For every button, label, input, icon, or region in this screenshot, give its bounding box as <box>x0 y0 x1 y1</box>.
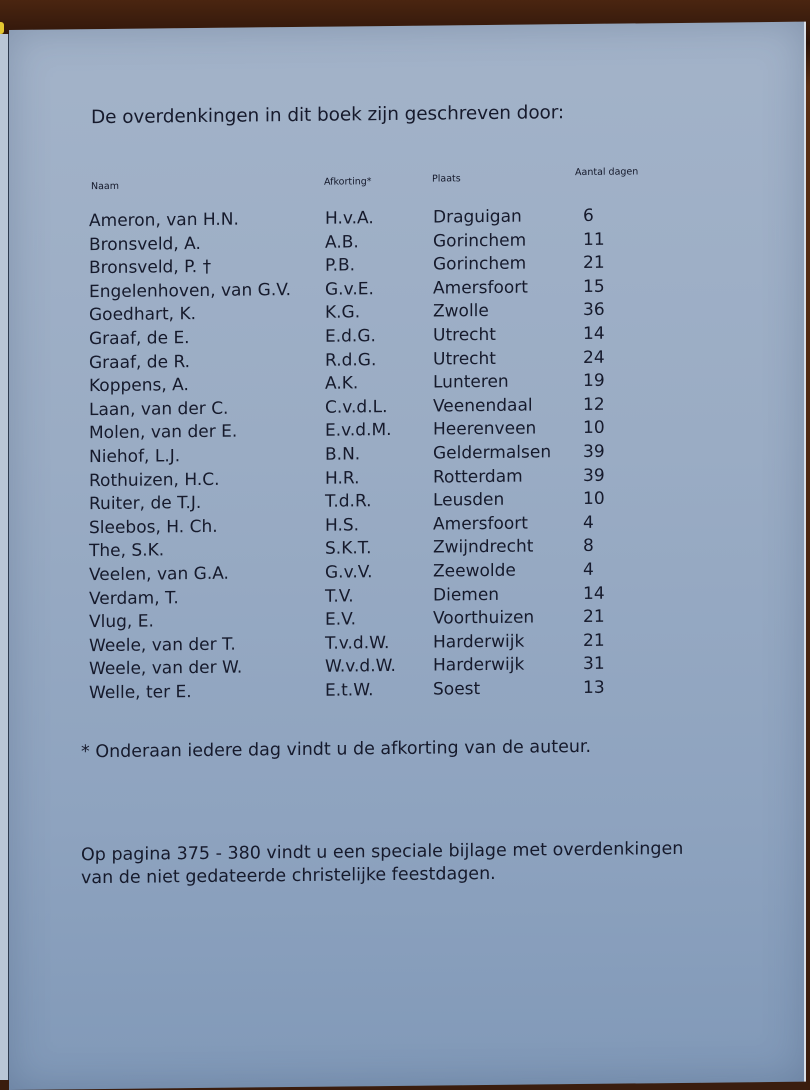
author-abbreviation: E.t.W. <box>325 680 374 701</box>
author-name: Ameron, van H.N. <box>89 209 239 232</box>
author-abbreviation: K.G. <box>325 302 361 324</box>
author-name: Veelen, van G.A. <box>89 563 229 586</box>
author-abbreviation: A.B. <box>325 231 359 253</box>
column-header-days: Aantal dagen <box>575 166 639 179</box>
authors-table <box>9 204 804 704</box>
author-name: Verdam, T. <box>89 587 179 609</box>
author-name: Weele, van der T. <box>89 634 236 656</box>
appendix-line-1: Op pagina 375 - 380 vindt u een speciale bijlage met overdenkingen <box>81 838 684 866</box>
author-name: Laan, van der C. <box>89 398 229 420</box>
author-abbreviation: T.V. <box>325 585 354 607</box>
author-abbreviation: E.d.G. <box>325 326 376 347</box>
author-abbreviation: T.d.R. <box>325 491 372 512</box>
author-name: Goedhart, K. <box>89 304 197 326</box>
author-name: Engelenhoven, van G.V. <box>89 279 292 302</box>
author-name: Welle, ter E. <box>89 682 192 704</box>
author-place: Zwijndrecht <box>433 536 534 558</box>
appendix-note <box>81 837 761 890</box>
author-name: Rothuizen, H.C. <box>89 469 220 491</box>
author-abbreviation: C.v.d.L. <box>325 396 388 418</box>
author-days: 21 <box>583 606 605 628</box>
author-name: Graaf, de E. <box>89 328 190 350</box>
author-days: 12 <box>583 394 605 415</box>
author-name: Niehof, L.J. <box>89 446 181 468</box>
author-abbreviation: G.v.E. <box>325 278 374 300</box>
author-abbreviation: W.v.d.W. <box>325 656 396 678</box>
author-days: 11 <box>583 229 605 250</box>
author-name: Bronsveld, A. <box>89 233 201 255</box>
author-abbreviation: S.K.T. <box>325 538 372 560</box>
author-abbreviation: H.S. <box>325 515 360 536</box>
author-days: 6 <box>583 205 594 226</box>
author-abbreviation: T.v.d.W. <box>325 632 390 654</box>
column-header-abbreviation: Afkorting* <box>324 176 372 188</box>
page-heading: De overdenkingen in dit boek zijn geschreven door: <box>91 102 565 129</box>
author-abbreviation: R.d.G. <box>325 349 377 371</box>
author-place: Lunteren <box>433 371 509 393</box>
author-days: 21 <box>583 630 605 651</box>
author-name: Sleebos, H. Ch. <box>89 516 218 538</box>
author-days: 15 <box>583 276 605 297</box>
booklet-page <box>9 22 806 1090</box>
author-abbreviation: B.N. <box>325 444 361 465</box>
author-abbreviation: H.R. <box>325 467 360 489</box>
author-place: Harderwijk <box>433 654 525 676</box>
author-place: Geldermalsen <box>433 442 552 464</box>
author-place: Soest <box>433 679 481 700</box>
author-abbreviation: E.V. <box>325 609 356 630</box>
author-place: Amersfoort <box>433 277 528 299</box>
author-place: Utrecht <box>433 324 496 346</box>
author-days: 21 <box>583 252 605 274</box>
author-place: Heerenveen <box>433 418 537 440</box>
author-days: 4 <box>583 559 594 580</box>
author-name: Graaf, de R. <box>89 351 191 373</box>
column-header-name: Naam <box>91 180 120 193</box>
author-name: Weele, van der W. <box>89 657 243 680</box>
author-days: 24 <box>583 347 605 368</box>
author-abbreviation: H.v.A. <box>325 208 374 229</box>
author-days: 10 <box>583 488 605 510</box>
author-abbreviation: A.K. <box>325 373 359 394</box>
author-place: Leusden <box>433 490 505 511</box>
author-name: Koppens, A. <box>89 375 189 397</box>
author-days: 36 <box>583 300 605 321</box>
author-name: Vlug, E. <box>89 611 154 633</box>
author-name: Ruiter, de T.J. <box>89 493 202 515</box>
author-days: 39 <box>583 441 605 462</box>
author-days: 13 <box>583 677 605 698</box>
author-abbreviation: G.v.V. <box>325 562 373 583</box>
author-days: 31 <box>583 654 605 675</box>
author-abbreviation: E.v.d.M. <box>325 420 392 442</box>
author-place: Zwolle <box>433 301 489 322</box>
bookmark-tab <box>0 22 4 34</box>
column-header-place: Plaats <box>432 173 461 185</box>
author-name: The, S.K. <box>89 540 165 562</box>
author-place: Gorinchem <box>433 230 527 252</box>
author-place: Voorthuizen <box>433 607 535 629</box>
page-content <box>9 22 804 1090</box>
author-place: Utrecht <box>433 348 496 370</box>
author-place: Rotterdam <box>433 466 523 488</box>
author-name: Molen, van der E. <box>89 421 238 444</box>
author-days: 4 <box>583 512 594 533</box>
author-days: 14 <box>583 323 605 344</box>
author-place: Veenendaal <box>433 395 533 417</box>
footnote: * Onderaan iedere dag vindt u de afkorting van de auteur. <box>81 736 592 763</box>
author-days: 39 <box>583 465 605 486</box>
author-place: Amersfoort <box>433 513 528 535</box>
previous-page-edge <box>0 34 9 1080</box>
author-place: Harderwijk <box>433 631 525 653</box>
author-abbreviation: P.B. <box>325 255 356 276</box>
author-name: Bronsveld, P. † <box>89 257 212 279</box>
author-days: 8 <box>583 536 594 557</box>
appendix-line-2: van de niet gedateerde christelijke feestdagen. <box>81 863 496 889</box>
author-place: Gorinchem <box>433 253 527 275</box>
author-days: 10 <box>583 418 605 439</box>
author-days: 14 <box>583 583 605 604</box>
author-days: 19 <box>583 370 605 392</box>
author-place: Zeewolde <box>433 560 516 582</box>
author-place: Diemen <box>433 584 500 606</box>
author-place: Draguigan <box>433 206 522 228</box>
